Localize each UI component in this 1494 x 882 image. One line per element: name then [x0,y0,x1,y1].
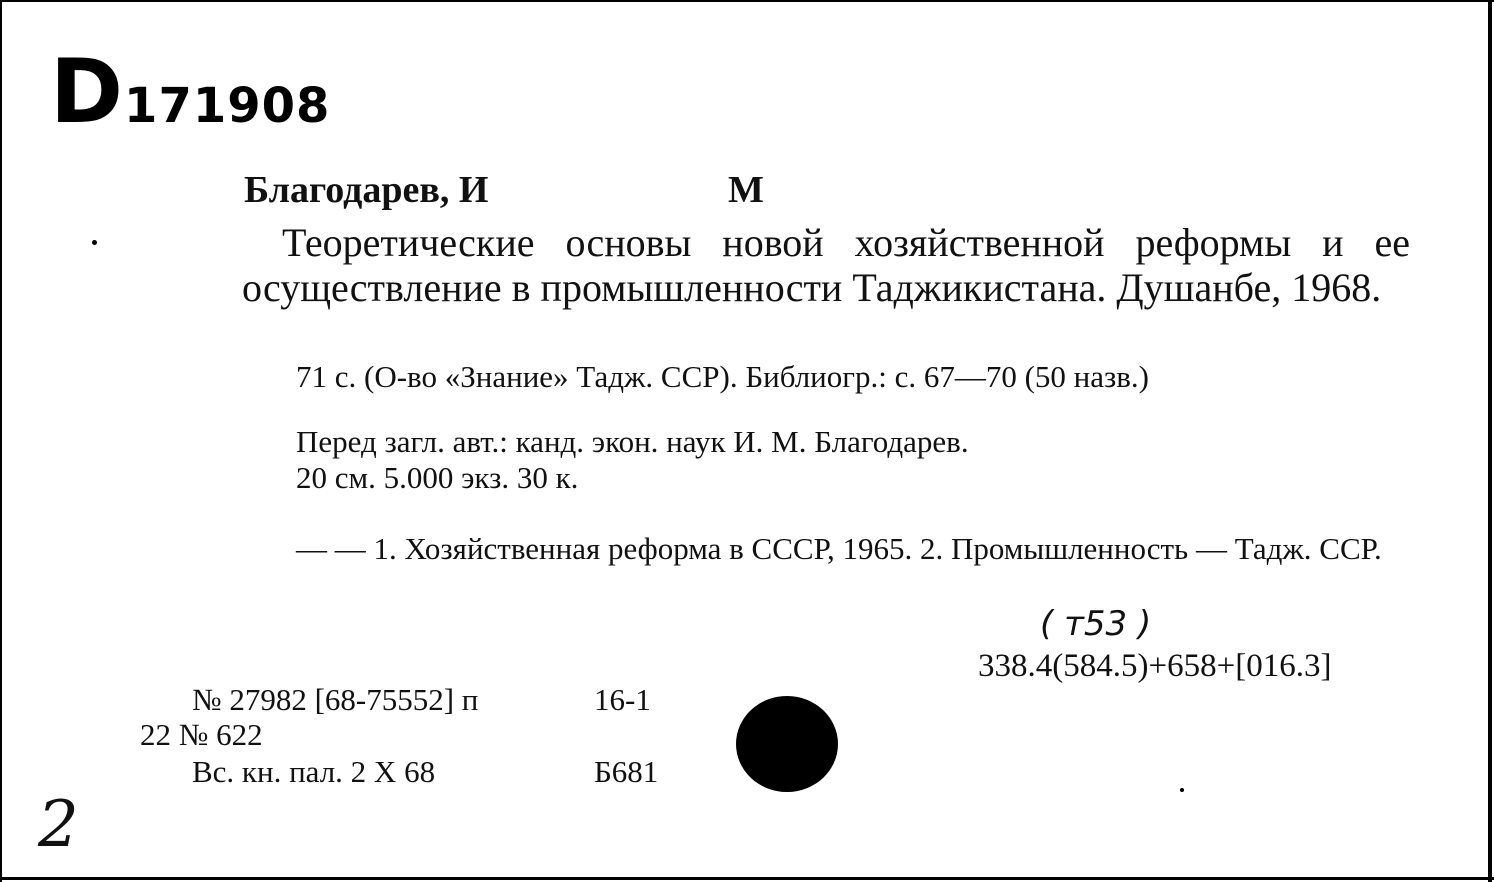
card-right-edge [1488,0,1492,882]
author-heading [244,168,764,212]
title-statement: Теоретические основы новой хозяйственной реформы и ее осуществление в промышленности Таджикистана. Душанбе, 1968. [242,220,1410,310]
note-format: 20 см. 5.000 экз. 30 к. [296,460,579,495]
registry-line-3: Вс. кн. пал. 2 Х 68 [192,754,436,789]
stamp-prefix: D [50,40,125,143]
handwritten-code: ( т53 ) [1040,604,1152,644]
registry-line-1: № 27982 [68-75552] п [192,682,479,717]
punch-hole [736,696,838,792]
registry-line-3-right: Б681 [594,754,659,789]
card-bottom-edge [0,877,1494,880]
card-top-edge [0,0,1494,2]
ink-speck [92,240,97,245]
ink-speck [1180,788,1184,792]
udc-classification: 338.4(584.5)+658+[016.3] [978,648,1332,684]
stamp-number: 171908 [124,78,331,134]
registry-line-2: 22 № 622 [140,717,263,752]
author-initial: М [728,169,764,211]
corner-handwritten-mark: 2 [38,788,79,862]
author-surname: Благодарев, И [244,169,489,211]
subject-headings: — — 1. Хозяйственная реформа в СССР, 1965. 2. Промышленность — Тадж. ССР. [296,531,1382,566]
note-author: Перед загл. авт.: канд. экон. наук И. М. Благодарев. [296,424,969,459]
collation: 71 с. (О-во «Знание» Тадж. ССР). Библиогр.: с. 67—70 (50 назв.) [296,359,1149,394]
accession-stamp [50,40,331,143]
registry-line-1-right: 16-1 [594,682,651,717]
card-left-edge [0,0,2,882]
